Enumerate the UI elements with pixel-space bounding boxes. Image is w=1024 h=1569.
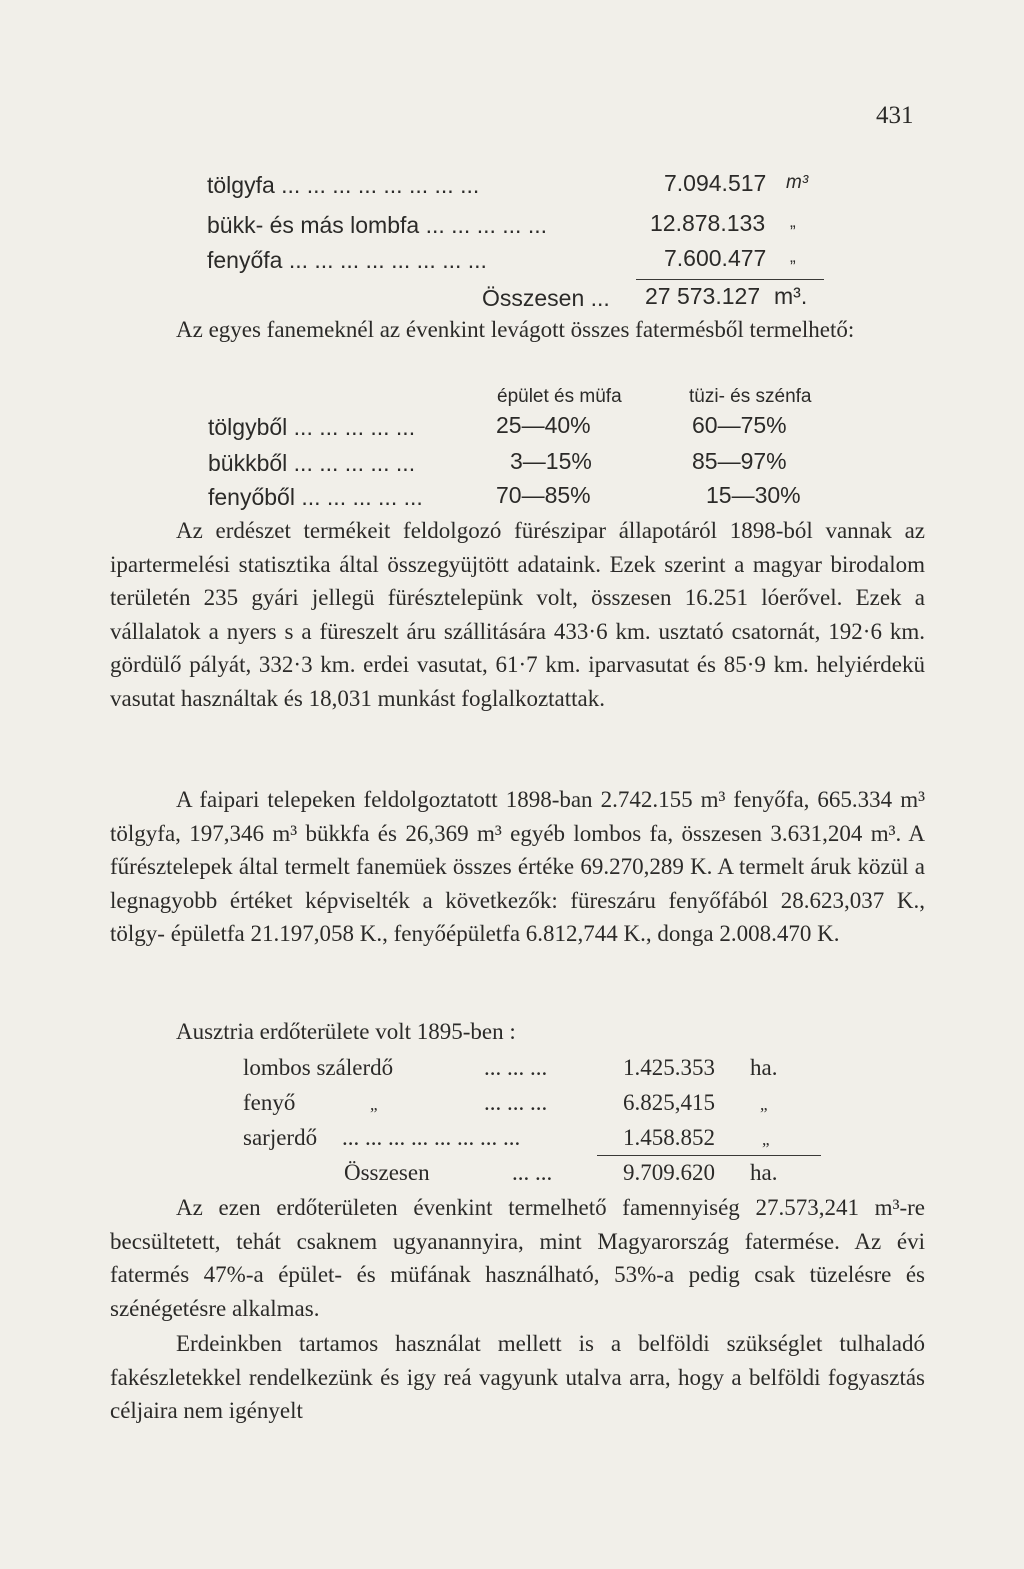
usage-fuel: 15—30% <box>706 482 801 508</box>
row-value: 12.878.133 <box>650 210 766 236</box>
row-label: tölgyből <box>208 414 288 440</box>
total-value: 27 573.127 <box>645 283 761 309</box>
intro-paragraph: Az egyes fanemeknél az évenkint levágott összes fatermésből termelhető: <box>176 317 855 342</box>
austria-intro: Ausztria erdőterülete volt 1895-ben : <box>176 1019 516 1044</box>
usage-fuel: 60—75% <box>692 412 787 438</box>
row-unit: „ <box>790 247 796 266</box>
row-label: bükk- és más lombfa <box>207 212 420 238</box>
usage-row <box>208 412 415 442</box>
row-label: bükkből <box>208 450 288 476</box>
industry-paragraph: A faipari telepeken feldolgoztatott 1898-ban 2.742.155 m³ fenyőfa, 665.334 m³ tölgyfa, 197,346 m³ bükkfa és 26,369 m³ egyéb lombos fa, összesen 3.631,204 m³. A fűrésztelepek által termelt fanemüek összes értéke 69.270,289 K. A termelt áruk közül a legnagyobb értéket képviselték a következők: füreszáru fenyőfából 28.623,037 K., tölgy- épületfa 21.197,058 K., fenyőépületfa 6.812,744 K., donga 2.008.470 K. <box>110 787 925 946</box>
austria-total-value: 9.709.620 <box>623 1160 715 1185</box>
row-dots: ... ... ... <box>484 1055 548 1080</box>
forests-paragraph: Erdeinkben tartamos használat mellett is a belföldi szükséglet tulhaladó fakészletekkel rendelkezünk és igy reá vagyunk utalva arra, hogy a belföldi fogyasztás céljaira nem igényelt <box>110 1331 925 1423</box>
total-label: Összesen <box>482 285 585 311</box>
usage-building: 25—40% <box>496 412 591 438</box>
volume-total <box>482 283 610 313</box>
row-unit: „ <box>790 212 796 231</box>
usage-building: 70—85% <box>496 482 591 508</box>
col-header-building: épület és müfa <box>497 386 622 407</box>
row-label: tölgyfa <box>207 172 275 198</box>
sum-rule <box>636 279 824 280</box>
row-unit: m³ <box>786 172 809 193</box>
volume-row <box>207 210 547 240</box>
ditto-mark: „ <box>370 1095 378 1114</box>
sum-rule <box>597 1155 821 1156</box>
row-label: fenyőből <box>208 484 295 510</box>
austria-total-unit: ha. <box>750 1160 778 1185</box>
row-dots: ... ... ... ... ... ... ... ... <box>342 1125 521 1150</box>
austria-row-label: lombos szálerdő <box>243 1055 394 1080</box>
row-dots: ... ... ... ... ... ... ... ... <box>288 247 487 273</box>
austria-row-value: 1.425.353 <box>623 1055 715 1080</box>
austria-row-value: 1.458.852 <box>623 1125 715 1150</box>
austria-row-unit: „ <box>760 1095 768 1114</box>
austria-row-unit: ha. <box>750 1055 778 1080</box>
col-header-fuel: tüzi- és szénfa <box>689 386 812 407</box>
austria-row-label: fenyő <box>243 1090 296 1115</box>
total-dots: ... ... <box>512 1160 553 1185</box>
usage-building: 3—15% <box>510 448 592 474</box>
row-dots: ... ... ... <box>484 1090 548 1115</box>
usage-row <box>208 482 423 512</box>
page-number: 431 <box>876 102 914 129</box>
usage-fuel: 85—97% <box>692 448 787 474</box>
austria-total-label: Összesen <box>344 1160 430 1185</box>
total-unit: m³. <box>774 283 808 309</box>
annual-paragraph: Az ezen erdőterületen évenkint termelhető famennyiség 27.573,241 m³-re becsültetett, tehát csaknem ugyanannyira, mint Magyarország fatermése. Az évi fatermés 47%-a épület- és müfának használható, 53%-a pedig csak tüzelésre és szénégetésre alkalmas. <box>110 1195 925 1321</box>
austria-row-label: sarjerdő <box>243 1125 318 1150</box>
row-dots: ... ... ... ... ... <box>425 212 548 238</box>
austria-row-value: 6.825,415 <box>623 1090 715 1115</box>
row-label: fenyőfa <box>207 247 283 273</box>
row-value: 7.600.477 <box>664 245 767 271</box>
row-dots: ... ... ... ... ... ... ... ... <box>281 172 480 198</box>
volume-row <box>207 170 479 200</box>
total-dots: ... <box>590 285 610 311</box>
row-dots: ... ... ... ... ... <box>293 414 416 440</box>
row-dots: ... ... ... ... ... <box>293 450 416 476</box>
sawmill-paragraph: Az erdészet termékeit feldolgozó fürészipar állapotáról 1898-ból vannak az ipartermelési statisztika által összegyüjtött adataink. Ezek szerint a magyar birodalom területén 235 gyári jellegü fürésztelepünk volt, összesen 16.251 lóerővel. Ezek a vállalatok a nyers s a füreszelt áru szállitására 433·6 km. usztató csatornát, 192·6 km. gördülő pályát, 332·3 km. erdei vasutat, 61·7 km. iparvasutat és 85·9 km. helyiérdekü vasutat használtak és 18,031 munkást foglalkoztattak. <box>110 518 925 711</box>
usage-row <box>208 448 415 478</box>
volume-row <box>207 245 487 275</box>
row-dots: ... ... ... ... ... <box>301 484 423 510</box>
austria-row-unit: „ <box>762 1130 770 1149</box>
row-value: 7.094.517 <box>664 170 767 196</box>
